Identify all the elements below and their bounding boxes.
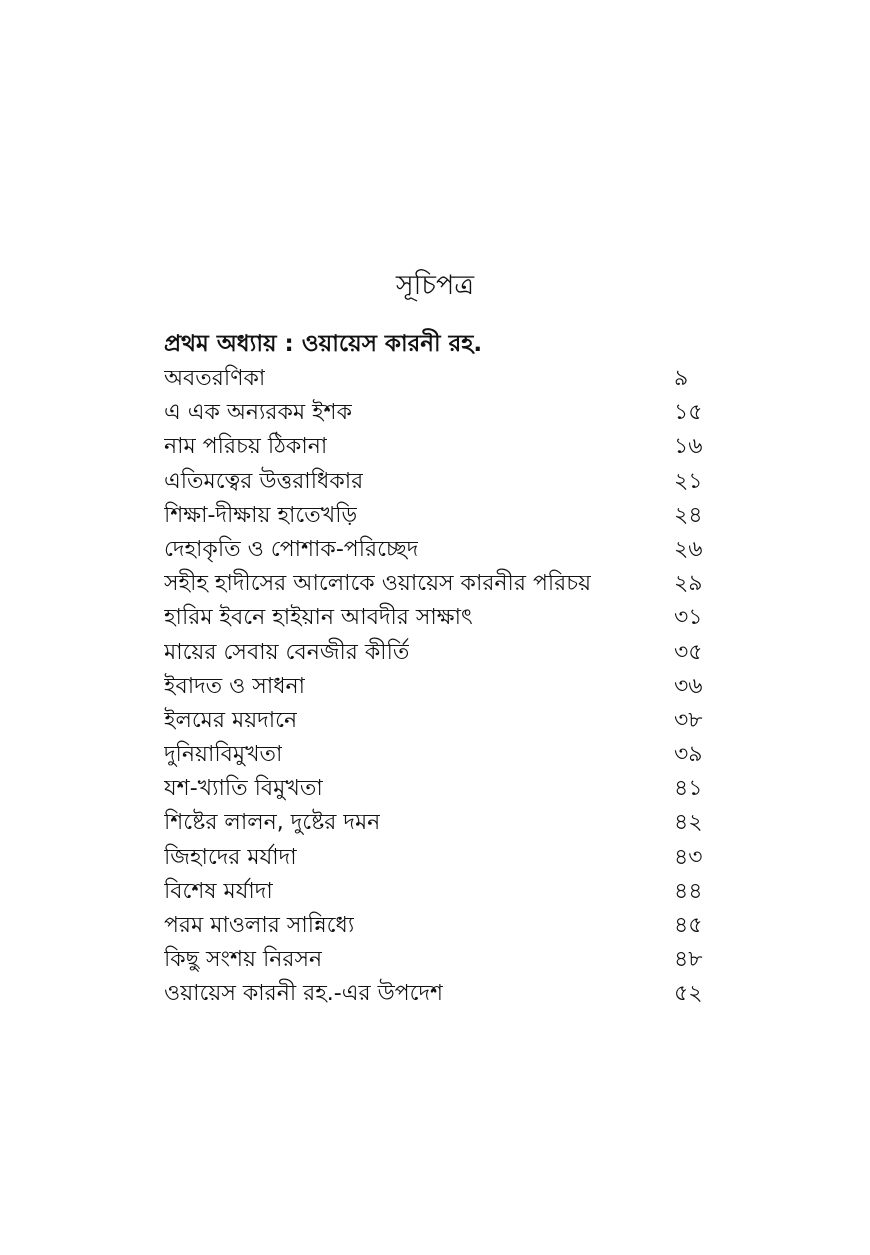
- toc-entry-page-number: ৯: [674, 366, 689, 391]
- page-title: সূচিপত্র: [395, 270, 475, 302]
- toc-entry-page-number: ৪২: [674, 810, 703, 836]
- toc-entry: [164, 704, 724, 738]
- toc-entry-title: সহীহ হাদীসের আলোকে ওয়ায়েস কারনীর পরিচয়: [164, 571, 592, 597]
- toc-entry-page-number: ৩৬: [674, 673, 703, 699]
- toc-entry: [164, 977, 724, 1011]
- toc-entry-page-number: ২৬: [674, 536, 703, 562]
- toc-entry-title: ইবাদত ও সাধনা: [164, 673, 306, 699]
- toc-entry-title: মায়ের সেবায় বেনজীর কীর্তি: [164, 639, 410, 665]
- toc-entry: [164, 738, 724, 772]
- toc-entry-title: কিছু সংশয় নিরসন: [164, 947, 323, 973]
- toc-entry-title: এ এক অন্যরকম ইশক: [164, 400, 352, 426]
- toc-entry-title: যশ-খ্যাতি বিমুখতা: [164, 776, 323, 802]
- toc-entry-title: শিক্ষা-দীক্ষায় হাতেখড়ি: [164, 502, 358, 528]
- toc-entry: [164, 499, 724, 533]
- toc-entry-page-number: ১৬: [674, 434, 703, 460]
- toc-entry-page-number: ৩৮: [674, 707, 703, 733]
- toc-entry: [164, 841, 724, 875]
- toc-entry-title: অবতরণিকা: [164, 366, 266, 391]
- toc-entry-page-number: ৪১: [674, 776, 703, 802]
- toc-entry-page-number: ৫২: [674, 981, 703, 1007]
- chapter-heading: প্রথম অধ্যায় : ওয়ায়েস কারনী রহ.: [164, 331, 483, 357]
- toc-entry-title: এতিমত্বের উত্তরাধিকার: [164, 468, 364, 494]
- toc-entry-title: ওয়ায়েস কারনী রহ.-এর উপদেশ: [164, 981, 444, 1007]
- toc-entry: [164, 396, 724, 430]
- toc-entry-title: শিষ্টের লালন, দুষ্টের দমন: [164, 810, 381, 836]
- toc-entry: [164, 430, 724, 464]
- toc-entry-title: দুনিয়াবিমুখতা: [164, 742, 283, 768]
- toc-entry: [164, 806, 724, 840]
- toc-entry-page-number: ২১: [674, 468, 703, 494]
- toc-entry: [164, 875, 724, 909]
- toc-entry: [164, 670, 724, 704]
- toc-entry-title: ইলমের ময়দানে: [164, 707, 298, 733]
- toc-entry: [164, 909, 724, 943]
- toc-entry: [164, 772, 724, 806]
- toc-entry-title: বিশেষ মর্যাদা: [164, 878, 273, 904]
- toc-entry-title: হারিম ইবনে হাইয়ান আবদীর সাক্ষাৎ: [164, 605, 473, 631]
- toc-entry-page-number: ২৪: [674, 502, 703, 528]
- toc-entry-page-number: ১৫: [674, 400, 703, 426]
- toc-entry-page-number: ২৯: [674, 571, 703, 597]
- toc-entry-page-number: ৪৫: [674, 913, 703, 938]
- toc-entry: [164, 636, 724, 670]
- toc-entry-title: দেহাকৃতি ও পোশাক-পরিচ্ছেদ: [164, 536, 419, 562]
- toc-entry-page-number: ৪৩: [674, 844, 703, 870]
- toc-entry: [164, 465, 724, 499]
- toc-entry-title: নাম পরিচয় ঠিকানা: [164, 434, 328, 460]
- table-of-contents: [164, 326, 724, 1012]
- toc-entry-page-number: ৪৮: [674, 947, 703, 973]
- toc-entry-page-number: ৩৯: [674, 742, 703, 768]
- toc-entry-title: পরম মাওলার সান্নিধ্যে: [164, 913, 355, 938]
- toc-entry: [164, 943, 724, 977]
- toc-entry-title: জিহাদের মর্যাদা: [164, 844, 297, 870]
- toc-entry-page-number: ৩১: [674, 605, 703, 631]
- toc-entry-page-number: ৩৫: [674, 639, 703, 665]
- toc-entry: [164, 567, 724, 601]
- toc-entry: [164, 601, 724, 635]
- toc-entries: [164, 362, 724, 1012]
- toc-entry: [164, 533, 724, 567]
- toc-entry: [164, 362, 724, 396]
- toc-entry-page-number: ৪৪: [674, 878, 703, 904]
